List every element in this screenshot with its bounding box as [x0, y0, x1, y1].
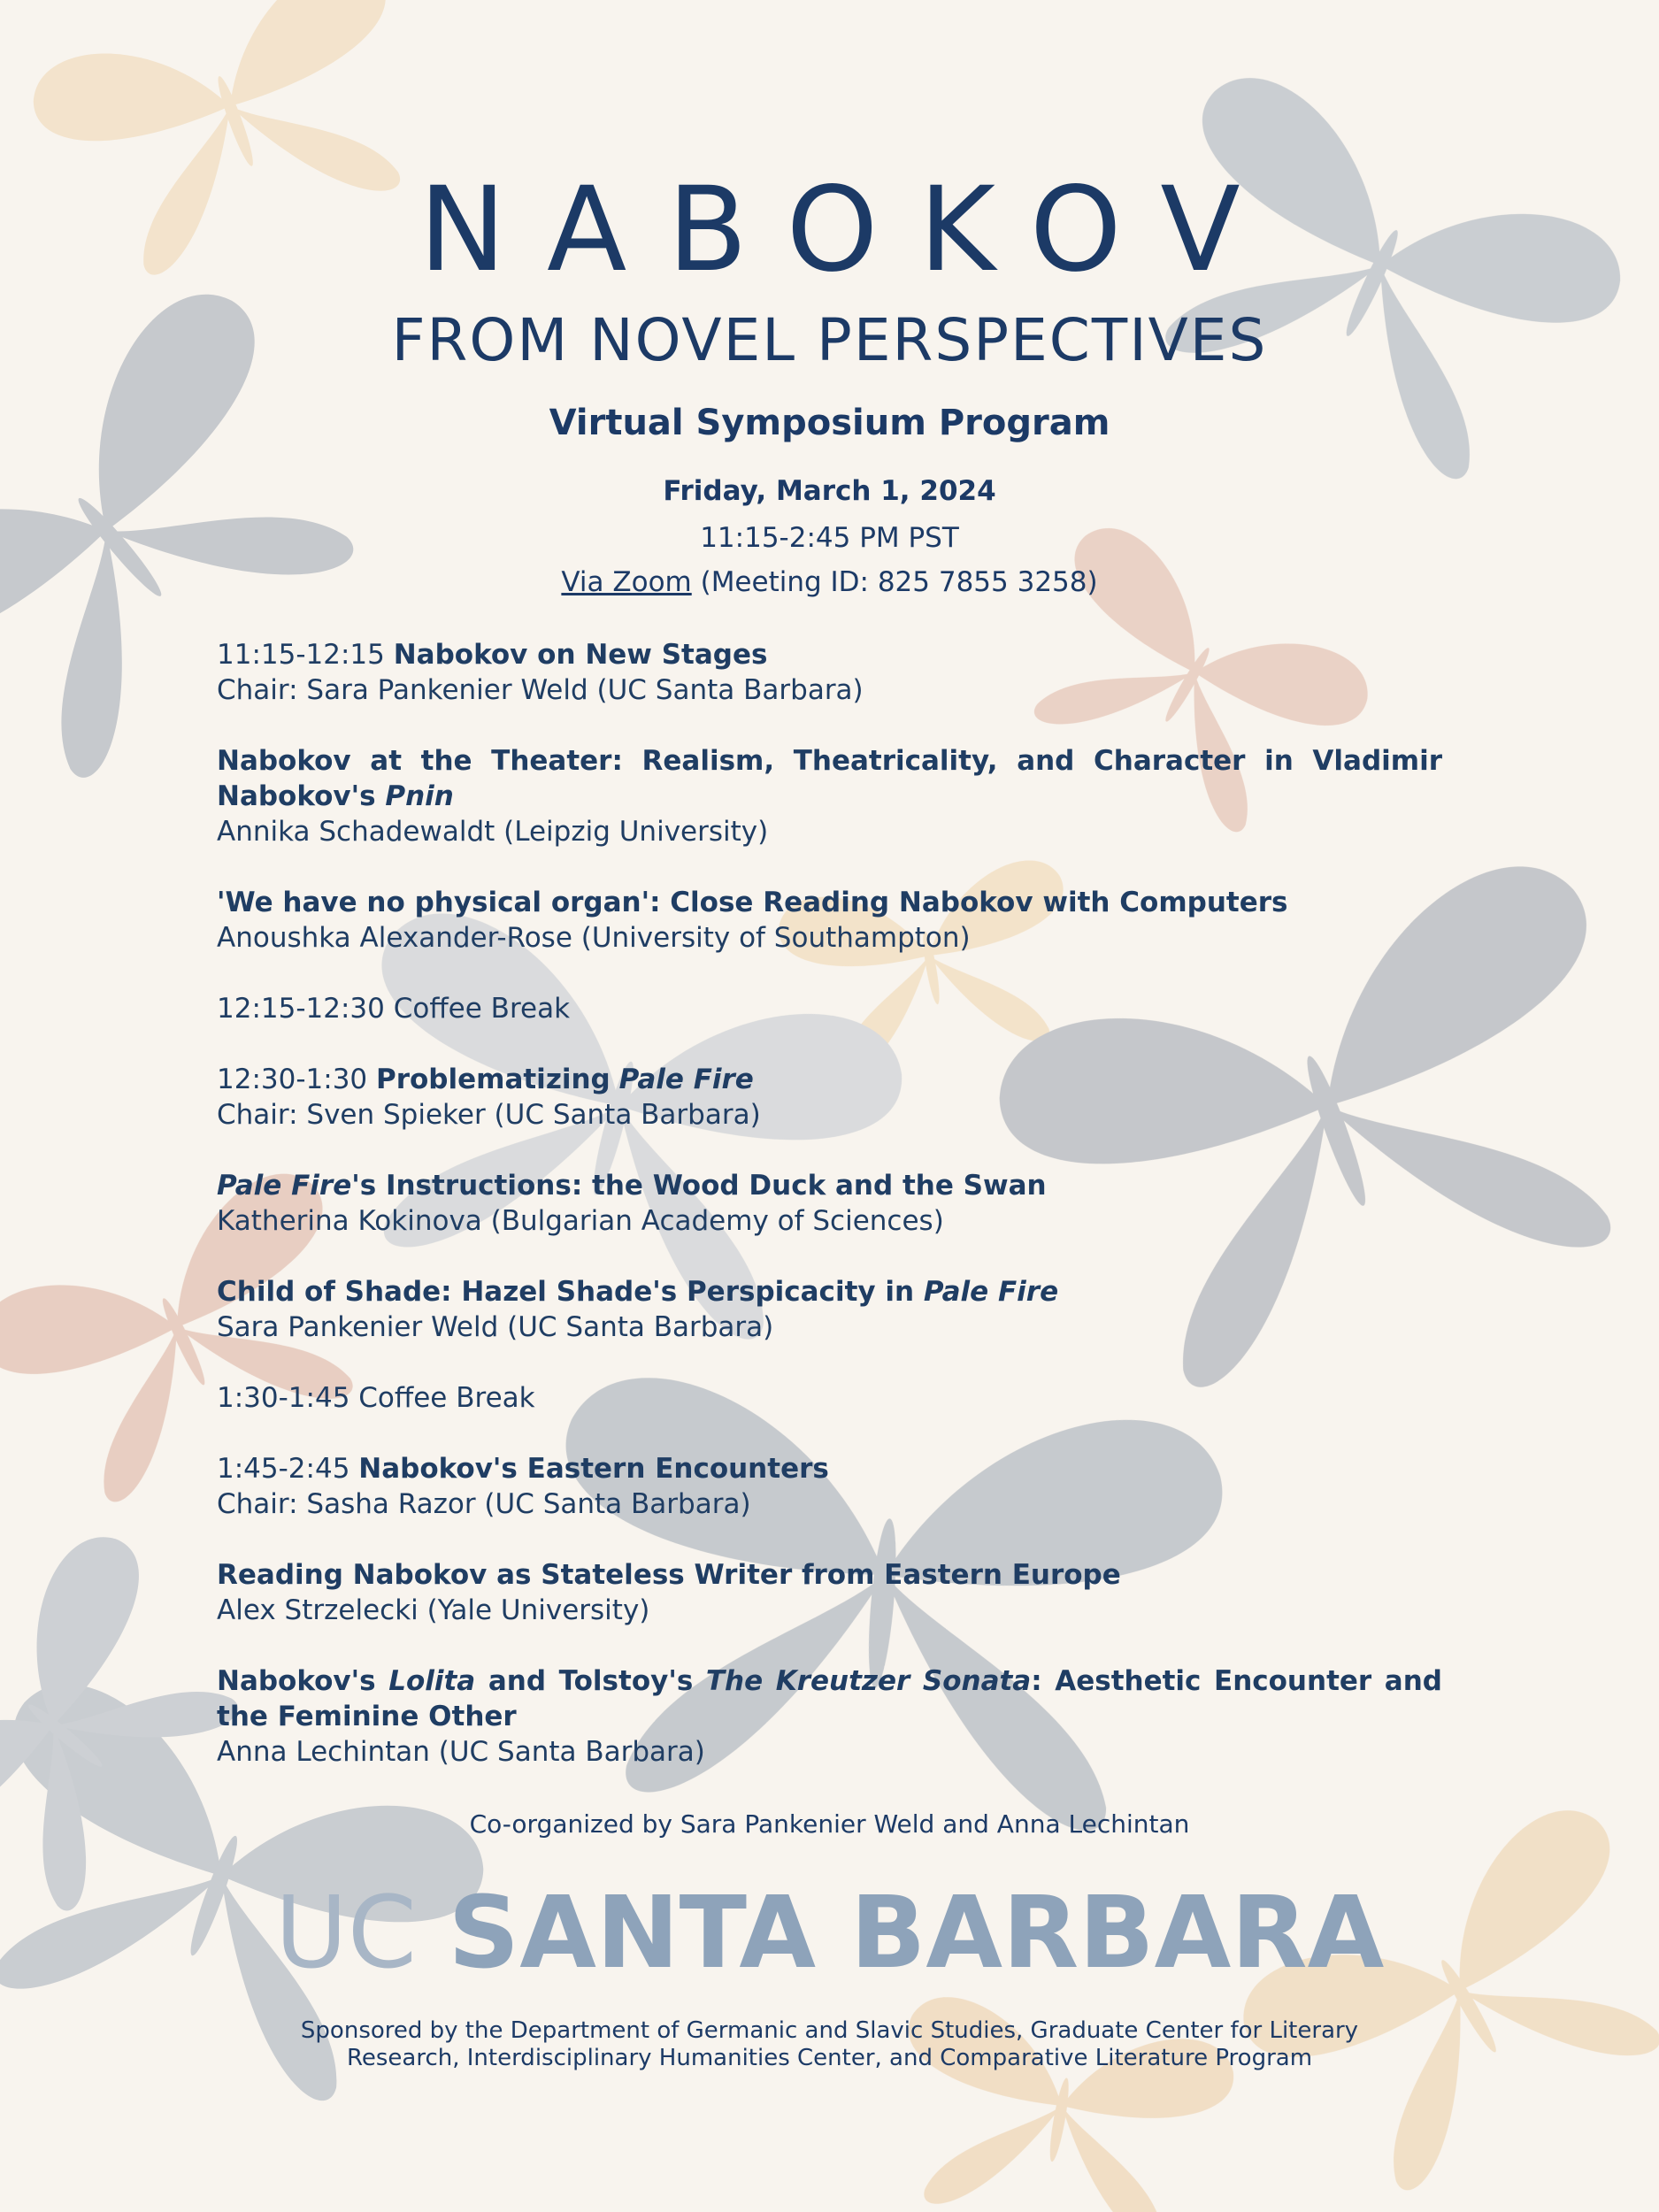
talk — [217, 1663, 1442, 1770]
talk-title-text: 's Instructions: the Wood Duck and the Swan — [351, 1170, 1047, 1202]
talk-title — [217, 1274, 1442, 1310]
coorganizers: Co-organized by Sara Pankenier Weld and Anna Lechintan — [469, 1809, 1190, 1839]
session-title-italic: Pale Fire — [618, 1064, 754, 1095]
session-time: 12:30-1:30 — [217, 1064, 368, 1095]
sponsor-note — [217, 2017, 1442, 2072]
talk-author: Sara Pankenier Weld (UC Santa Barbara) — [217, 1311, 774, 1343]
session-title: Nabokov's Eastern Encounters — [358, 1453, 829, 1485]
talk-author: Anoushka Alexander-Rose (University of Southampton) — [217, 922, 971, 954]
talk-title-text: and Tolstoy's — [488, 1665, 694, 1697]
session-title: Nabokov on New Stages — [393, 639, 768, 671]
event-time: 11:15-2:45 PM PST — [700, 522, 959, 554]
talk-title-italic: Pale Fire — [923, 1276, 1059, 1308]
session-chair: Chair: Sara Pankenier Weld (UC Santa Barbara) — [217, 674, 864, 706]
session-chair: Chair: Sasha Razor (UC Santa Barbara) — [217, 1488, 751, 1520]
talk-title-text: : Aesthetic Encounter and the Feminine Other — [217, 1665, 1442, 1732]
sponsor-line-2: Research, Interdisciplinary Humanities Center, and Comparative Literature Program — [346, 2045, 1313, 2071]
poster-subtitle: FROM NOVEL PERSPECTIVES — [391, 306, 1268, 374]
event-date: Friday, March 1, 2024 — [663, 475, 996, 507]
session-title: Problematizing — [376, 1064, 611, 1095]
session-time: 11:15-12:15 — [217, 639, 385, 671]
talk-title-text: Nabokov's — [217, 1665, 376, 1697]
talk — [217, 1557, 1442, 1628]
session-time: 1:45-2:45 — [217, 1453, 350, 1485]
coffee-break: 12:15-12:30 Coffee Break — [217, 993, 571, 1025]
session-3 — [217, 1451, 1442, 1522]
ucsb-logo — [217, 1876, 1442, 1991]
coffee-break: 1:30-1:45 Coffee Break — [217, 1382, 535, 1414]
talk-title: 'We have no physical organ': Close Reading Nabokov with Computers — [217, 887, 1288, 918]
schedule — [217, 637, 1442, 1805]
talk-author: Anna Lechintan (UC Santa Barbara) — [217, 1736, 705, 1768]
zoom-meeting-id: (Meeting ID: 825 7855 3258) — [700, 566, 1098, 598]
logo-santa-barbara: SANTA BARBARA — [448, 1876, 1385, 1991]
talk-author: Annika Schadewaldt (Leipzig University) — [217, 816, 769, 848]
talk — [217, 885, 1442, 956]
talk-title-italic: Pnin — [385, 780, 454, 812]
talk-title-italic: Lolita — [388, 1665, 476, 1697]
talk-author: Alex Strzelecki (Yale University) — [217, 1594, 650, 1626]
program-heading: Virtual Symposium Program — [549, 403, 1110, 443]
talk — [217, 1168, 1442, 1239]
session-chair: Chair: Sven Spieker (UC Santa Barbara) — [217, 1099, 761, 1131]
logo-uc: UC — [274, 1876, 417, 1991]
talk — [217, 743, 1442, 849]
zoom-link[interactable]: Via Zoom — [561, 566, 692, 598]
sponsor-line-1: Sponsored by the Department of Germanic and Slavic Studies, Graduate Center for Literary — [300, 2017, 1359, 2044]
talk-title: Reading Nabokov as Stateless Writer from Eastern Europe — [217, 1559, 1121, 1591]
talk-title — [217, 743, 1442, 814]
poster-title: NABOKOV — [419, 162, 1281, 298]
talk — [217, 1274, 1442, 1345]
talk-title-text: Child of Shade: Hazel Shade's Perspicacity in — [217, 1276, 915, 1308]
session-2 — [217, 1062, 1442, 1133]
talk-author: Katherina Kokinova (Bulgarian Academy of Sciences) — [217, 1205, 944, 1237]
talk-title-italic: The Kreutzer Sonata — [705, 1665, 1032, 1697]
talk-title — [217, 1168, 1442, 1203]
talk-title-text: Nabokov at the Theater: Realism, Theatricality, and Character in Vladimir Nabokov's — [217, 745, 1442, 812]
talk-title — [217, 1663, 1442, 1734]
talk-title-italic: Pale Fire — [217, 1170, 352, 1202]
zoom-info — [0, 566, 1659, 598]
session-1 — [217, 637, 1442, 708]
